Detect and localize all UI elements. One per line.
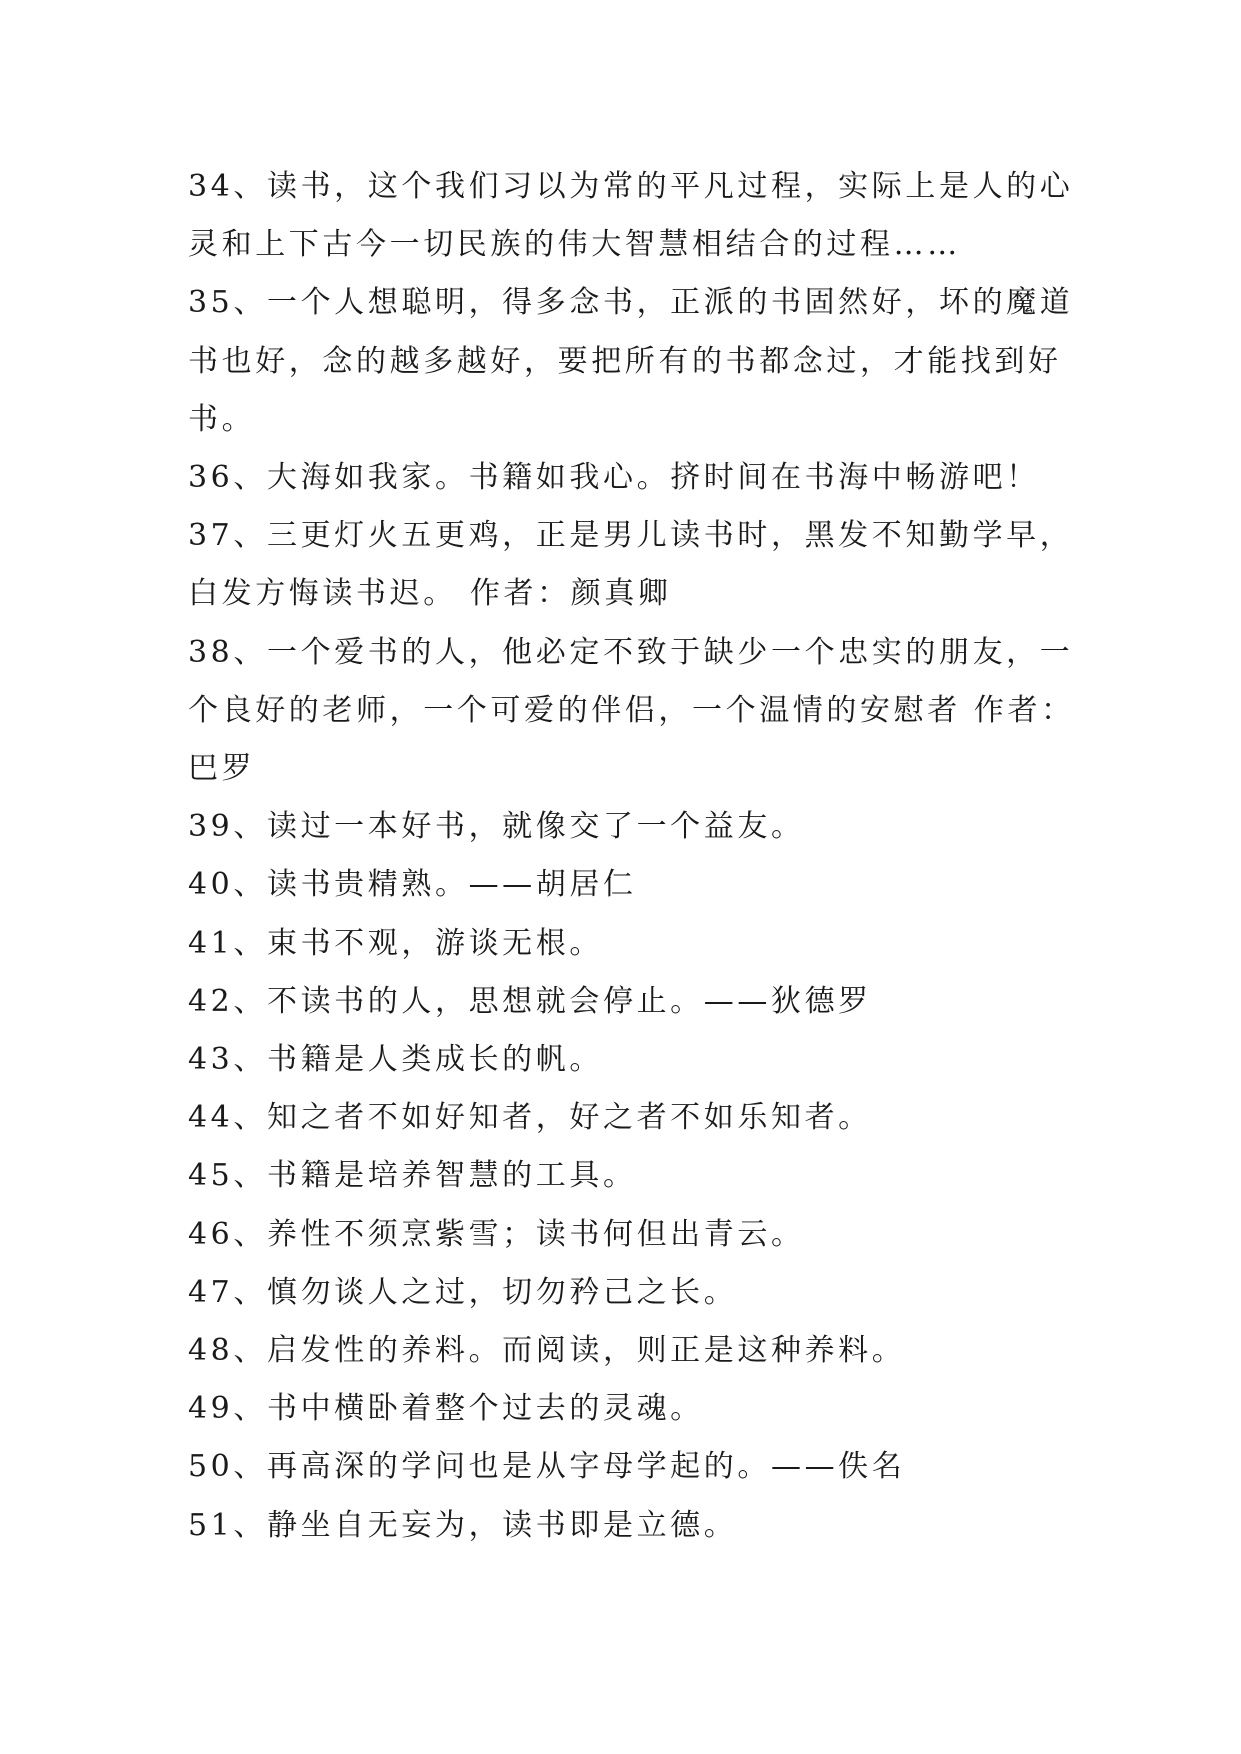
quote-item-35: 35、一个人想聪明，得多念书，正派的书固然好，坏的魔道书也好，念的越多越好，要把所有的书都念过，才能找到好书。 xyxy=(188,285,1074,437)
quote-item-51: 51、静坐自无妄为，读书即是立德。 xyxy=(188,1507,738,1543)
quote-item-37: 37、三更灯火五更鸡，正是男儿读书时，黑发不知勤学早，白发方悔读书迟。 作者：颜真卿 xyxy=(188,518,1074,612)
quote-item-44: 44、知之者不如好知者，好之者不如乐知者。 xyxy=(188,1100,872,1136)
quote-item-34: 34、读书，这个我们习以为常的平凡过程，实际上是人的心灵和上下古今一切民族的伟大智慧相结合的过程…… xyxy=(188,169,1074,263)
quote-item-40: 40、读书贵精熟。——胡居仁 xyxy=(188,867,637,903)
quote-item-38: 38、一个爱书的人，他必定不致于缺少一个忠实的朋友，一个良好的老师，一个可爱的伴侣，一个温情的安慰者 作者：巴罗 xyxy=(188,634,1075,787)
quote-item-42: 42、不读书的人，思想就会停止。——狄德罗 xyxy=(188,983,872,1019)
quote-item-41: 41、束书不观，游谈无根。 xyxy=(188,925,603,961)
quote-item-36: 36、大海如我家。书籍如我心。挤时间在书海中畅游吧！ xyxy=(188,460,1040,496)
quote-item-45: 45、书籍是培养智慧的工具。 xyxy=(188,1158,637,1194)
quote-item-47: 47、慎勿谈人之过，切勿矜己之长。 xyxy=(188,1274,738,1310)
quote-item-49: 49、书中横卧着整个过去的灵魂。 xyxy=(188,1391,704,1427)
quote-item-46: 46、养性不须烹紫雪；读书何但出青云。 xyxy=(188,1216,805,1252)
quote-item-48: 48、启发性的养料。而阅读，则正是这种养料。 xyxy=(188,1333,906,1369)
quote-item-50: 50、再高深的学问也是从字母学起的。——佚名 xyxy=(188,1449,906,1485)
quote-item-43: 43、书籍是人类成长的帆。 xyxy=(188,1042,603,1078)
quote-item-39: 39、读过一本好书，就像交了一个益友。 xyxy=(188,809,805,845)
quote-list xyxy=(188,158,1078,1555)
